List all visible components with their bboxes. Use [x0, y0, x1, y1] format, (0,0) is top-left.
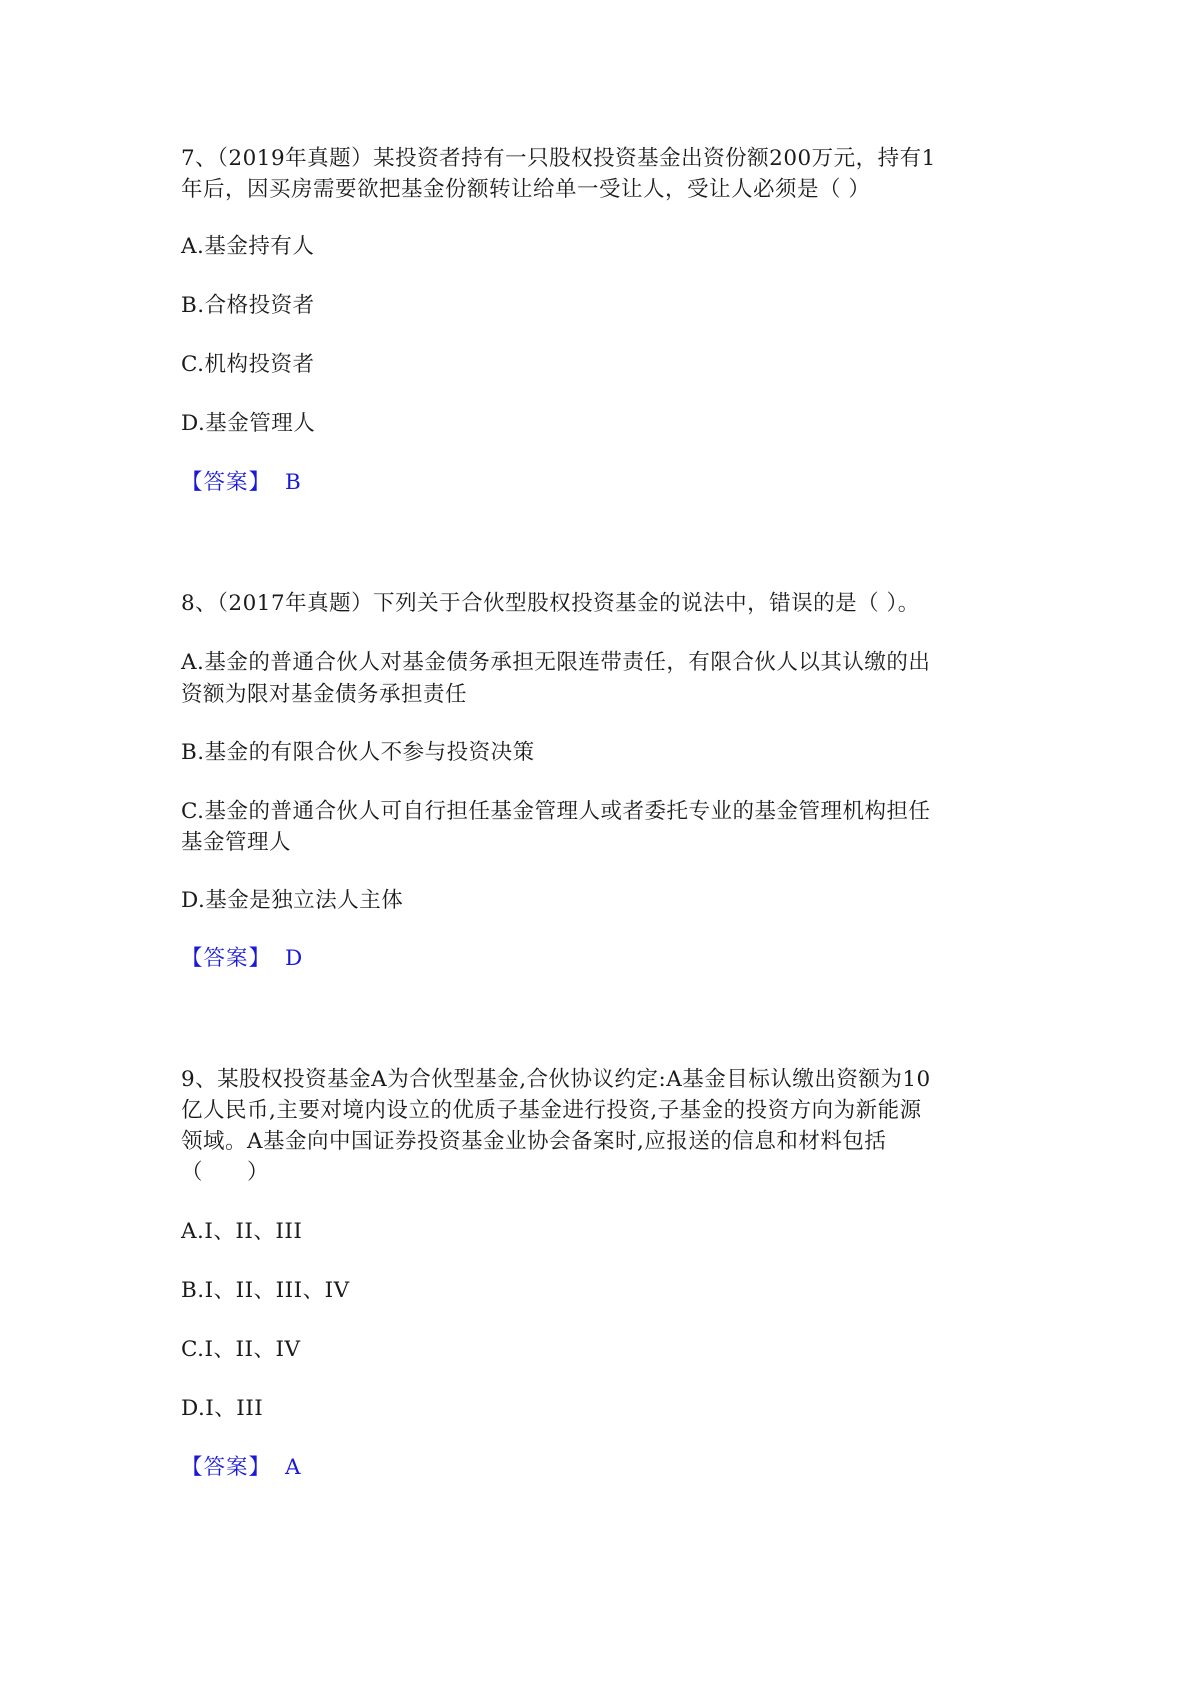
question-9-option-c: C.I、II、IV [181, 1337, 301, 1362]
question-9-stem-line-2: 亿人民币,主要对境内设立的优质子基金进行投资,子基金的投资方向为新能源 [181, 1098, 922, 1123]
question-8-option-c-line-2: 基金管理人 [181, 830, 292, 855]
question-9-stem-line-1: 9、某股权投资基金A为合伙型基金,合伙协议约定:A基金目标认缴出资额为10 [181, 1067, 931, 1092]
answer-value: D [285, 946, 303, 971]
answer-value: A [285, 1455, 302, 1480]
question-9-stem-line-4: （ ） [181, 1160, 270, 1185]
question-8-stem-line-1: 8、（2017年真题）下列关于合伙型股权投资基金的说法中，错误的是（ ）。 [181, 591, 920, 616]
question-8-option-c-line-1: C.基金的普通合伙人可自行担任基金管理人或者委托专业的基金管理机构担任 [181, 799, 931, 824]
question-9-stem-line-3: 领域。A基金向中国证券投资基金业协会备案时,应报送的信息和材料包括 [181, 1129, 887, 1154]
question-9-option-b: B.I、II、III、IV [181, 1278, 350, 1303]
question-9-answer [181, 1453, 301, 1483]
question-7-option-c: C.机构投资者 [181, 352, 315, 377]
question-8-option-a-line-2: 资额为限对基金债务承担责任 [181, 682, 468, 707]
question-8-answer [181, 944, 303, 974]
question-7-option-b: B.合格投资者 [181, 293, 315, 318]
question-8-option-b: B.基金的有限合伙人不参与投资决策 [181, 740, 535, 765]
question-7-stem-line-1: 7、（2019年真题）某投资者持有一只股权投资基金出资份额200万元，持有1 [181, 146, 936, 171]
question-7-option-a: A.基金持有人 [181, 234, 315, 259]
question-9-option-a: A.I、II、III [181, 1219, 303, 1244]
question-8-option-d: D.基金是独立法人主体 [181, 888, 404, 913]
question-7-stem-line-2: 年后，因买房需要欲把基金份额转让给单一受让人，受让人必须是（ ） [181, 177, 871, 202]
answer-value: B [285, 470, 302, 495]
question-8-option-a-line-1: A.基金的普通合伙人对基金债务承担无限连带责任，有限合伙人以其认缴的出 [181, 650, 931, 675]
answer-label: 【答案】 [181, 946, 272, 971]
question-7-answer [181, 468, 301, 498]
question-7-option-d: D.基金管理人 [181, 411, 316, 436]
answer-label: 【答案】 [181, 470, 272, 495]
answer-label: 【答案】 [181, 1455, 272, 1480]
question-9-option-d: D.I、III [181, 1396, 264, 1421]
